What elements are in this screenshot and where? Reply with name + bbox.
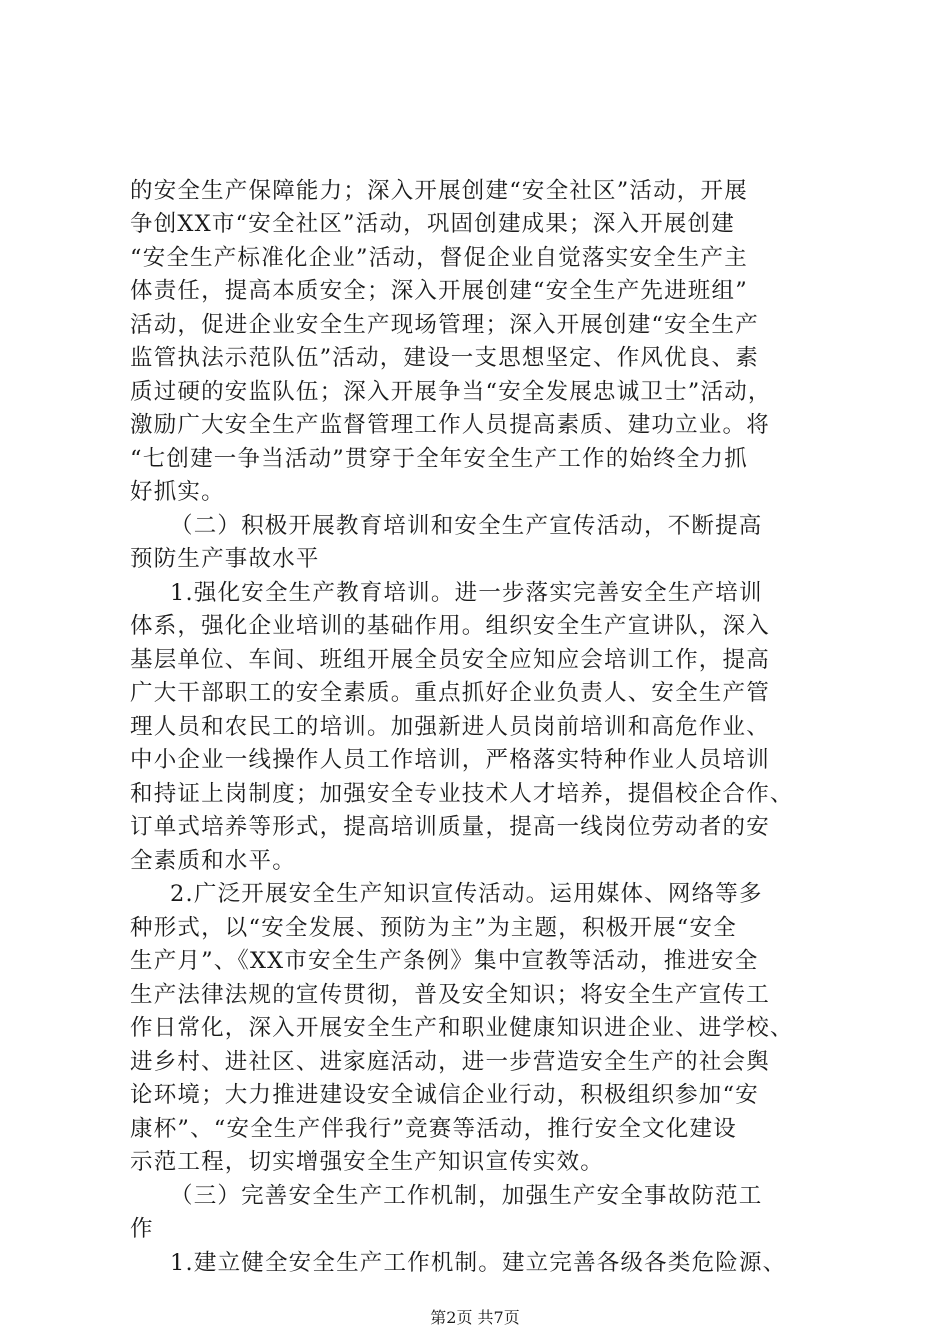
section-heading: 预防生产事故水平 (130, 546, 320, 572)
text-line: 订单式培养等形式，提高培训质量，提高一线岗位劳动者的安 (130, 814, 770, 840)
text-line: 争创XX市“安全社区”活动，巩固创建成果；深入开展创建 (130, 211, 735, 237)
text-line: 示范工程，切实增强安全生产知识宣传实效。 (130, 1149, 605, 1175)
text-line: “安全生产标准化企业”活动，督促企业自觉落实安全生产主 (130, 245, 748, 271)
text-line: 康杯”、“安全生产伴我行”竞赛等活动，推行安全文化建设 (130, 1116, 737, 1142)
text-line: 进乡村、进社区、进家庭活动，进一步营造安全生产的社会舆 (130, 1049, 770, 1075)
page-footer: 第2页 共7页 (430, 1308, 520, 1327)
paragraph-start: 1.强化安全生产教育培训。进一步落实完善安全生产培训 (170, 580, 763, 606)
text-line: 理人员和农民工的培训。加强新进人员岗前培训和高危作业、 (130, 714, 770, 740)
paragraph-start: 1.建立健全安全生产工作机制。建立完善各级各类危险源、 (170, 1250, 787, 1276)
text-line: 监管执法示范队伍”活动，建设一支思想坚定、作风优良、素 (130, 345, 759, 371)
text-line: 活动，促进企业安全生产现场管理；深入开展创建“安全生产 (130, 312, 759, 338)
text-line: 生产法律法规的宣传贯彻，普及安全知识；将安全生产宣传工 (130, 982, 770, 1008)
text-line: 种形式，以“安全发展、预防为主”为主题，积极开展“安全 (130, 915, 737, 941)
text-line: 作日常化，深入开展安全生产和职业健康知识进企业、进学校、 (130, 1015, 794, 1041)
text-line: 体责任，提高本质安全；深入开展创建“安全生产先进班组” (130, 278, 748, 304)
paragraph-start: 2.广泛开展安全生产知识宣传活动。运用媒体、网络等多 (170, 881, 763, 907)
text-line: 好抓实。 (130, 479, 225, 505)
text-line: 论环境；大力推进建设安全诚信企业行动，积极组织参加“安 (130, 1082, 759, 1108)
text-line: 全素质和水平。 (130, 848, 296, 874)
text-line: “七创建一争当活动”贯穿于全年安全生产工作的始终全力抓 (130, 446, 748, 472)
text-line: 和持证上岗制度；加强安全专业技术人才培养，提倡校企合作、 (130, 781, 794, 807)
section-heading: 作 (130, 1216, 154, 1242)
text-line: 中小企业一线操作人员工作培训，严格落实特种作业人员培训 (130, 747, 770, 773)
section-heading: （三）完善安全生产工作机制，加强生产安全事故防范工 (170, 1183, 763, 1209)
text-line: 广大干部职工的安全素质。重点抓好企业负责人、安全生产管 (130, 680, 770, 706)
text-line: 的安全生产保障能力；深入开展创建“安全社区”活动，开展 (130, 178, 748, 204)
section-heading: （二）积极开展教育培训和安全生产宣传活动，不断提高 (170, 513, 763, 539)
text-line: 质过硬的安监队伍；深入开展争当“安全发展忠诚卫士”活动， (130, 379, 772, 405)
text-line: 激励广大安全生产监督管理工作人员提高素质、建功立业。将 (130, 412, 770, 438)
text-line: 体系，强化企业培训的基础作用。组织安全生产宣讲队，深入 (130, 613, 770, 639)
text-line: 基层单位、车间、班组开展全员安全应知应会培训工作，提高 (130, 647, 770, 673)
text-line: 生产月”、《XX市安全生产条例》集中宣教等活动，推进安全 (130, 948, 759, 974)
